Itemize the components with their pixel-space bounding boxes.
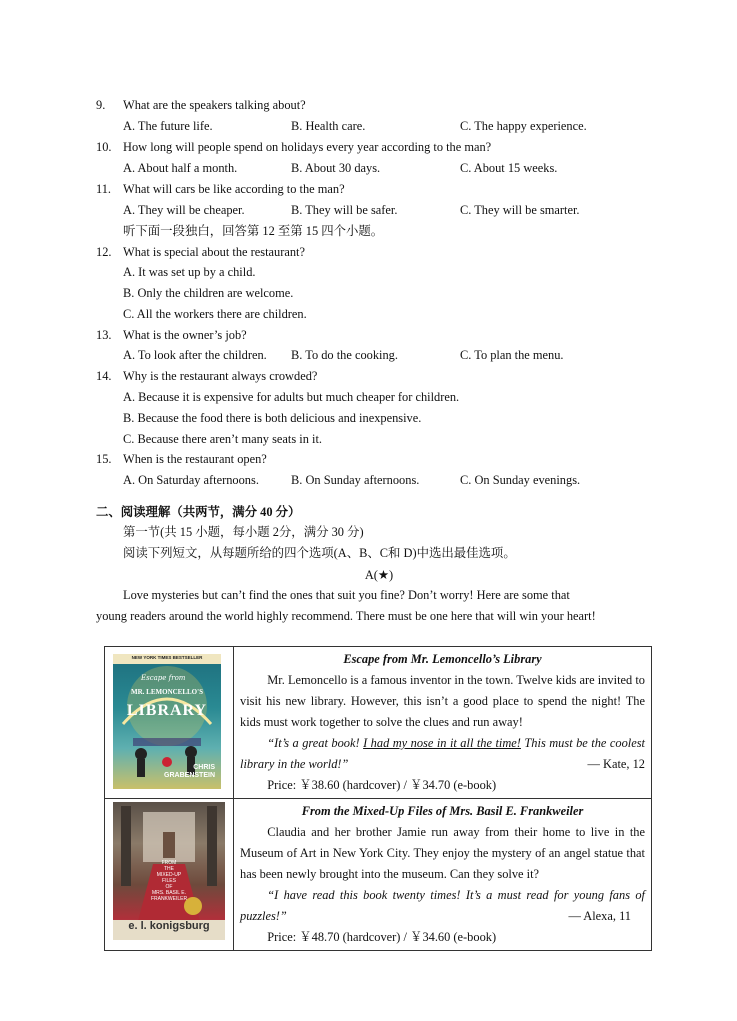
cover-name: MR. LEMONCELLO'S: [131, 688, 203, 696]
cover-line: FILES: [162, 878, 176, 884]
cover-author-last: GRABENSTEIN: [164, 772, 215, 779]
book-cover-cell: [105, 799, 234, 951]
book-description: Claudia and her brother Jamie run away from their home to live in the Museum of Art in New York City. They enjoy the mystery of an angel statue that has been newly brought into the museum. Can they solve it?: [240, 825, 645, 881]
review-text: “It’s a great book!: [267, 736, 364, 750]
option-a: A. They will be cheaper.: [123, 203, 245, 217]
option-b: B. About 30 days.: [291, 161, 381, 175]
intro-line-1: Love mysteries but can’t find the ones that suit you fine? Don’t worry! Here are some that: [123, 588, 570, 602]
cover-script: Escape from: [141, 674, 186, 682]
option-b: B. Health care.: [291, 119, 366, 133]
option-a: A. It was set up by a child.: [123, 265, 256, 279]
option-a: A. The future life.: [123, 119, 213, 133]
question-stem: What is the owner’s job?: [123, 328, 247, 342]
book-cover-lemoncello: [113, 654, 221, 789]
option-a: A. About half a month.: [123, 161, 238, 175]
option-b: B. Only the children are welcome.: [123, 286, 294, 300]
option-a: A. On Saturday afternoons.: [123, 473, 259, 487]
option-c: C. All the workers there are children.: [123, 307, 307, 321]
cover-author: e. l. konigsburg: [128, 920, 210, 932]
option-c: C. On Sunday evenings.: [460, 473, 581, 487]
option-b: B. Because the food there is both delicious and inexpensive.: [123, 411, 422, 425]
option-a: A. To look after the children.: [123, 348, 267, 362]
cover-line: MIXED-UP: [156, 872, 182, 878]
part-heading: 第一节(共 15 小题，每小题 2分，满分 30 分): [123, 525, 364, 539]
question-stem: How long will people spend on holidays every year according to the man?: [123, 140, 492, 154]
question-number: 12.: [96, 245, 112, 259]
option-c: C. About 15 weeks.: [460, 161, 558, 175]
question-number: 14.: [96, 369, 112, 383]
monologue-instruction: 听下面一段独白，回答第 12 至第 15 四个小题。: [123, 224, 384, 238]
option-c: C. They will be smarter.: [460, 203, 580, 217]
option-b: B. They will be safer.: [291, 203, 398, 217]
cover-author: [164, 764, 215, 780]
book-price: Price: ￥38.60 (hardcover) / ￥34.70 (e-book): [267, 778, 497, 792]
intro-line-2: young readers around the world highly recommend. There must be one here that will win your heart!: [96, 609, 596, 623]
table-row: [105, 647, 652, 799]
option-a: A. Because it is expensive for adults but much cheaper for children.: [123, 390, 460, 404]
cover-line: MRS. BASIL E.: [152, 890, 186, 896]
cover-main-title: LIBRARY: [126, 702, 208, 719]
table-row: [105, 799, 652, 951]
book-review: [240, 733, 645, 775]
cover-author-first: CHRIS: [193, 764, 215, 771]
section-heading: 二、阅读理解（共两节，满分 40 分）: [96, 505, 301, 519]
cover-line: OF: [165, 884, 173, 890]
option-b: B. On Sunday afternoons.: [291, 473, 420, 487]
review-text: “I have read this book twenty times! It’s a must read for young fans of puzzles!”: [240, 888, 645, 923]
book-description-cell: [234, 647, 652, 799]
question-stem: What will cars be like according to the man?: [123, 182, 345, 196]
cover-top-text: NEW YORK TIMES BESTSELLER: [131, 655, 203, 660]
book-cover-mixed-up-files: [113, 802, 225, 940]
cover-line: FRANKWEILER: [150, 896, 188, 902]
question-number: 13.: [96, 328, 112, 342]
question-number: 10.: [96, 140, 112, 154]
option-c: C. The happy experience.: [460, 119, 587, 133]
question-number: 9.: [96, 98, 106, 112]
cover-line: THE: [164, 866, 174, 872]
book-cover-cell: [105, 647, 234, 799]
review-underlined: I had my nose in it all the time!: [363, 736, 521, 750]
book-description-cell: [234, 799, 652, 951]
reviewer: — Alexa, 11: [568, 909, 631, 923]
question-stem: When is the restaurant open?: [123, 452, 267, 466]
cover-line: FROM: [161, 860, 177, 866]
passage-label: A(★): [364, 568, 394, 582]
book-review: [240, 885, 645, 927]
book-title: Escape from Mr. Lemoncello’s Library: [343, 652, 542, 666]
question-stem: Why is the restaurant always crowded?: [123, 369, 318, 383]
question-stem: What are the speakers talking about?: [123, 98, 306, 112]
option-c: C. Because there aren’t many seats in it.: [123, 432, 322, 446]
option-b: B. To do the cooking.: [291, 348, 398, 362]
option-c: C. To plan the menu.: [460, 348, 564, 362]
question-number: 11.: [96, 182, 112, 196]
book-table: [104, 646, 652, 951]
book-description: Mr. Lemoncello is a famous inventor in the town. Twelve kids are invited to visit his new library. However, this isn’t a good place to spend the night! The kids must work together to solve the clues and run away!: [240, 673, 645, 729]
book-price: Price: ￥48.70 (hardcover) / ￥34.60 (e-book): [267, 930, 497, 944]
section-instruction: 阅读下列短文，从每题所给的四个选项(A、B、C和 D)中选出最佳选项。: [123, 546, 516, 560]
question-stem: What is special about the restaurant?: [123, 245, 305, 259]
cover-title-stack: [113, 860, 225, 902]
reviewer: — Kate, 12: [587, 757, 645, 771]
book-title: From the Mixed-Up Files of Mrs. Basil E. Frankweiler: [301, 804, 584, 818]
question-number: 15.: [96, 452, 112, 466]
review-text-end: This must be the coolest library in the world!”: [240, 736, 645, 771]
